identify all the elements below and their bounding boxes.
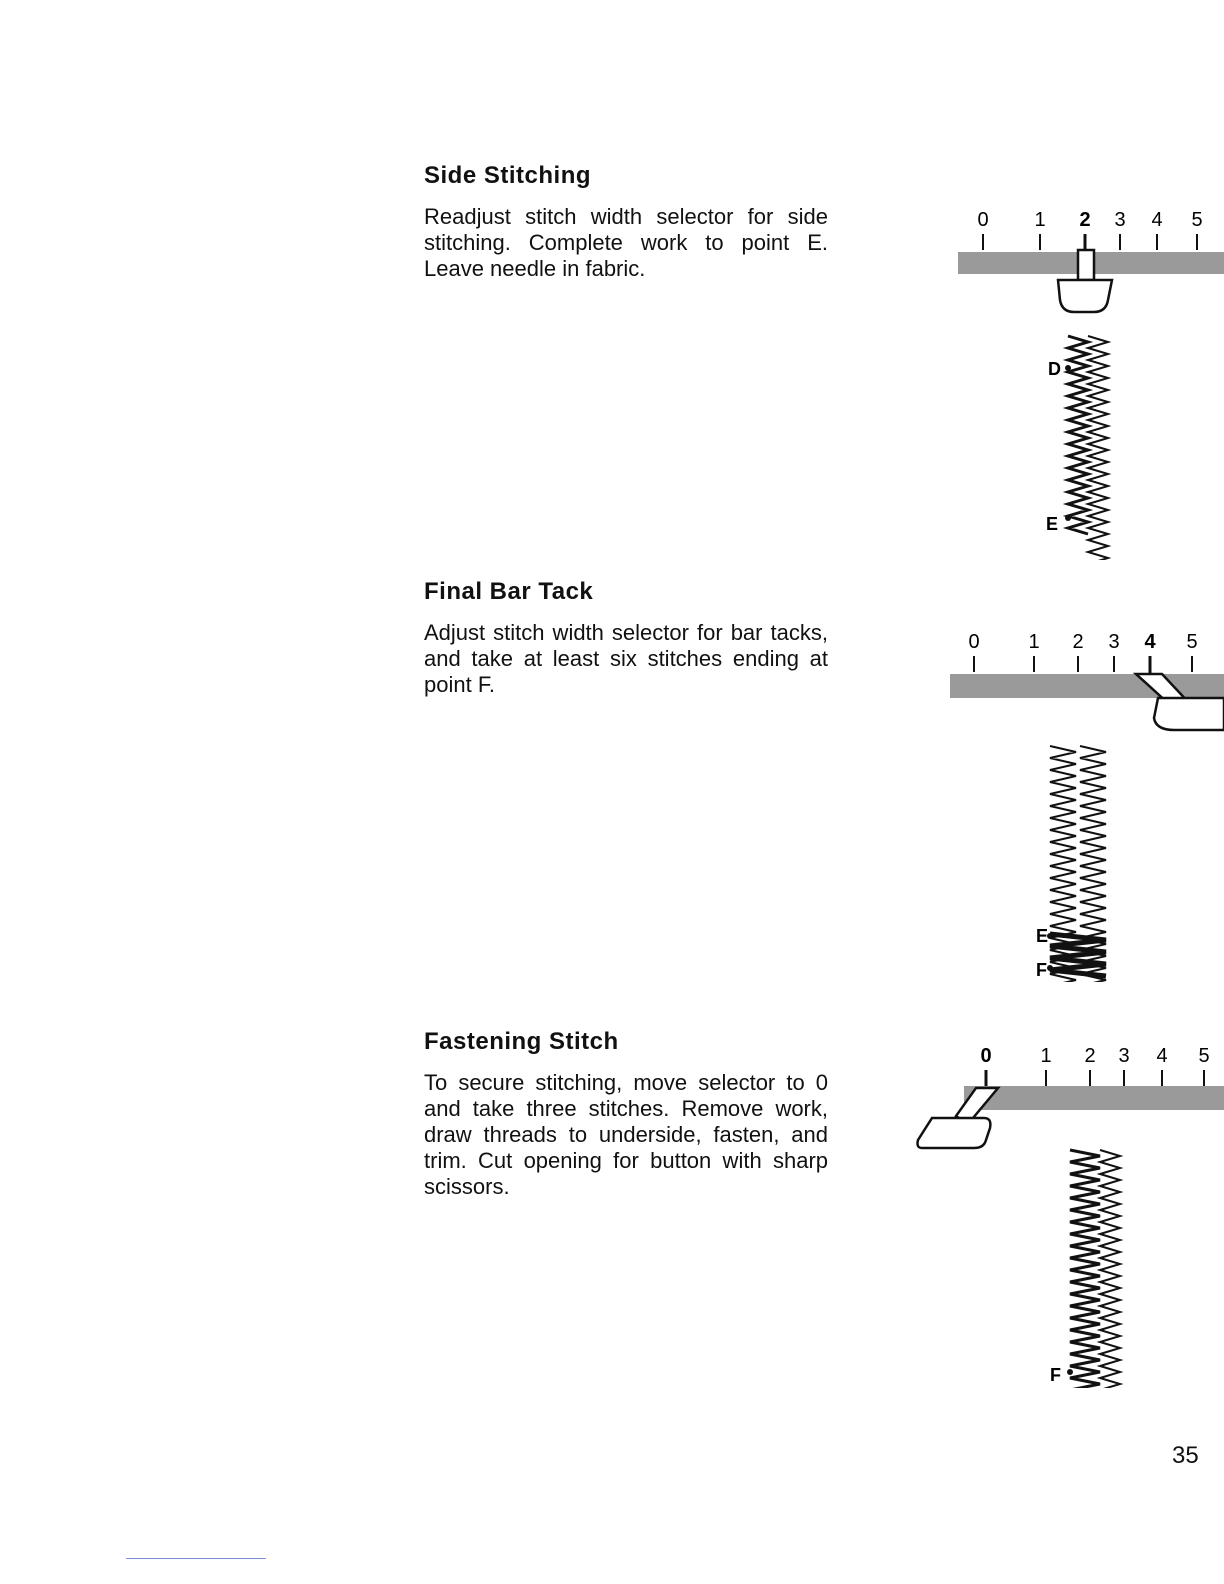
section-body: To secure stitching, move selector to 0 and take three stitches. Remove work, draw threads to underside, fasten, and trim. Cut opening for button with sharp scissors.: [424, 1070, 828, 1199]
section-final-bar-tack: [424, 578, 828, 698]
scale-label: 5: [1191, 209, 1203, 231]
scale-label: 3: [1108, 631, 1120, 653]
scale-label-selected: 2: [1079, 209, 1091, 231]
section-fastening-stitch: [424, 1028, 828, 1200]
scale-label: 1: [1028, 631, 1040, 653]
stitch-width-diagram-fastening: [914, 1036, 1224, 1388]
section-body: Readjust stitch width selector for side stitching. Complete work to point E. Leave needle in fabric.: [424, 204, 828, 281]
stitch-width-diagram-side: [950, 200, 1224, 560]
width-scale: [980, 1045, 1209, 1088]
selector-lever: [918, 1088, 999, 1148]
stitch-column: [1070, 1150, 1120, 1388]
section-body: Adjust stitch width selector for bar tacks, and take at least six stitches ending at point F.: [424, 620, 828, 697]
scale-label: 3: [1118, 1045, 1130, 1067]
point-label: E: [1046, 514, 1059, 534]
selector-bar: [964, 1086, 1224, 1110]
scale-label: 0: [977, 209, 989, 231]
scale-label: 5: [1186, 631, 1198, 653]
width-scale: [968, 631, 1197, 674]
point-label: E: [1036, 926, 1049, 946]
scale-label: 3: [1114, 209, 1126, 231]
scale-label-selected: 4: [1144, 631, 1156, 653]
point-label: F: [1050, 1365, 1061, 1385]
stitch-column: [1068, 336, 1108, 560]
point-label: D: [1048, 359, 1061, 379]
scale-label: 4: [1151, 209, 1163, 231]
width-scale: [977, 209, 1202, 252]
scale-label: 2: [1072, 631, 1084, 653]
selector-bar: [950, 674, 1224, 698]
scale-label: 0: [968, 631, 980, 653]
scale-label: 5: [1198, 1045, 1210, 1067]
stitch-column: [1050, 746, 1106, 982]
scale-label-selected: 0: [980, 1045, 992, 1067]
scale-label: 2: [1084, 1045, 1096, 1067]
section-side-stitching: [424, 162, 828, 282]
page-number: 35: [1172, 1442, 1199, 1469]
scale-label: 1: [1040, 1045, 1052, 1067]
point-label: F: [1036, 960, 1047, 980]
stitch-width-diagram-bar-tack: [944, 622, 1224, 982]
section-heading: Final Bar Tack: [424, 578, 594, 605]
scale-label: 1: [1034, 209, 1046, 231]
scale-label: 4: [1156, 1045, 1168, 1067]
section-heading: Side Stitching: [424, 162, 592, 189]
section-heading: Fastening Stitch: [424, 1028, 619, 1055]
footer-rule: [126, 1558, 266, 1559]
